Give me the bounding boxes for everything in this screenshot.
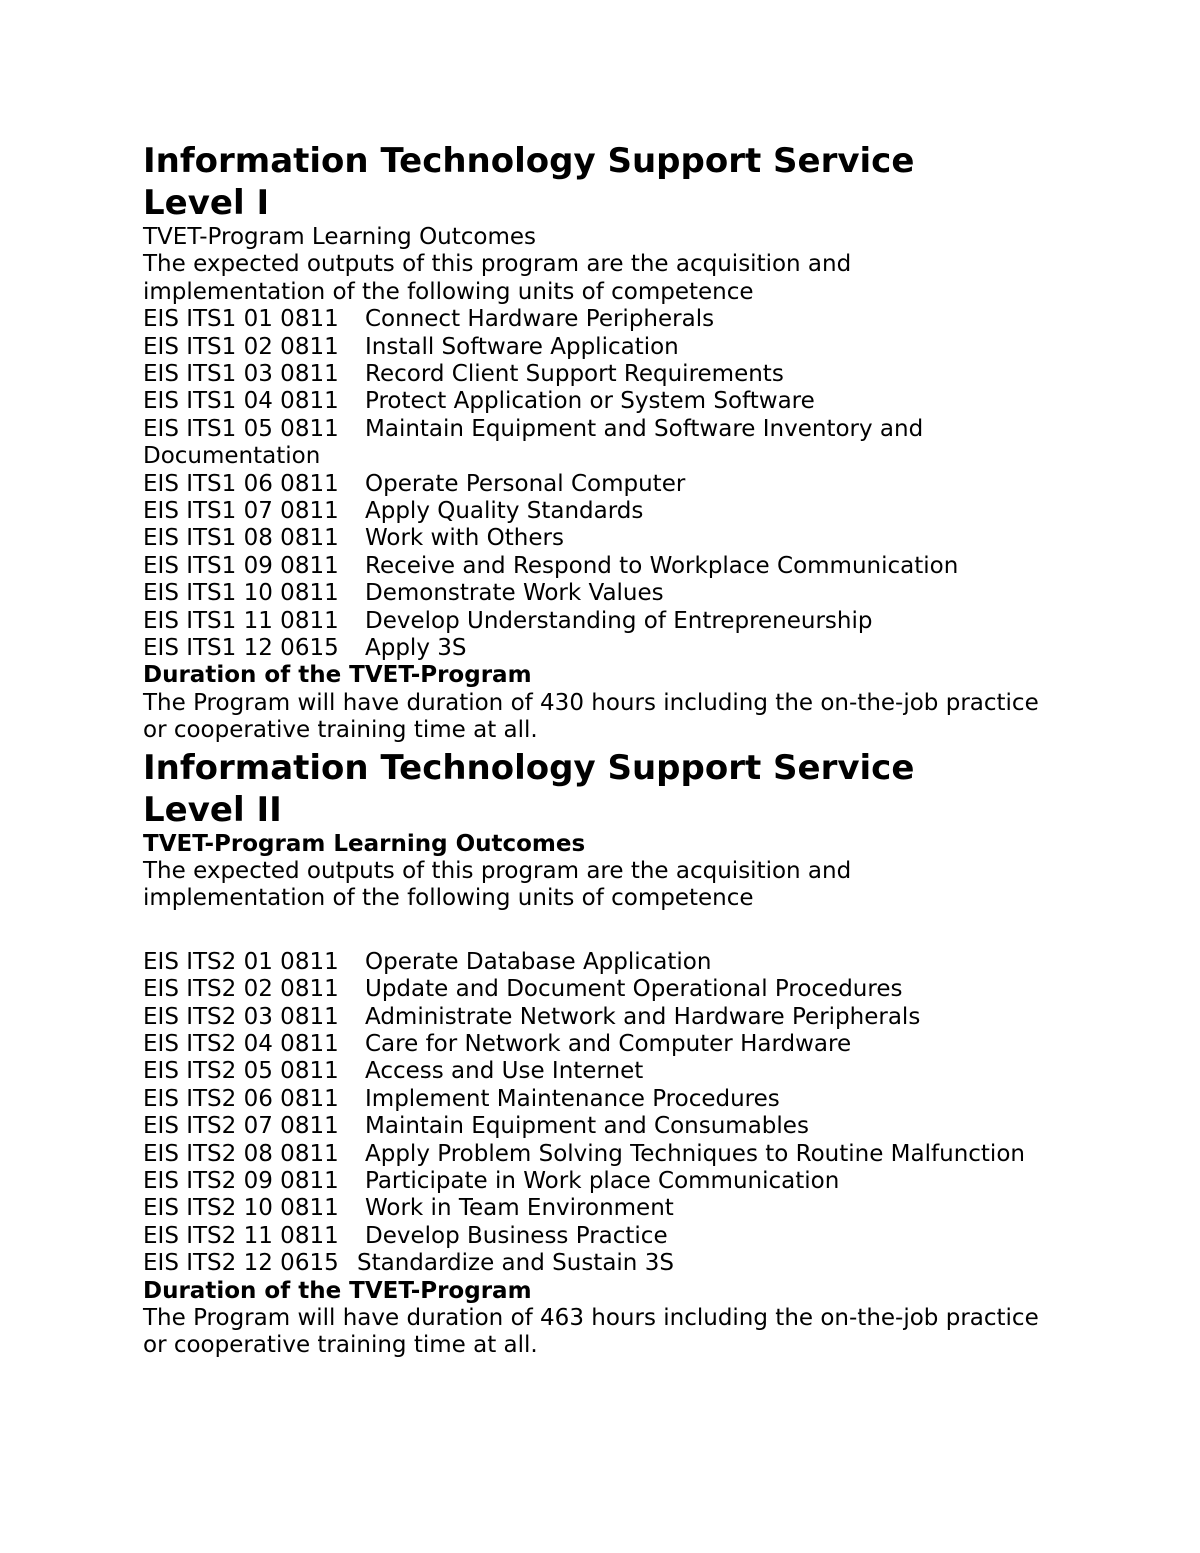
- unit-code: EIS ITS1 04 0811: [143, 388, 339, 415]
- level1-unit-row: [143, 416, 1143, 443]
- level1-outcomes-heading: TVET-Program Learning Outcomes: [143, 224, 537, 250]
- level1-intro-line2: implementation of the following units of competence: [143, 278, 754, 305]
- unit-code: EIS ITS2 01 0811: [143, 948, 339, 975]
- level2-title-line1: Information Technology Support Service: [143, 747, 915, 788]
- level1-duration-line1: The Program will have duration of 430 hours including the on-the-job practice: [143, 689, 1039, 716]
- unit-title: Apply Problem Solving Techniques to Routine Malfunction: [365, 1140, 1025, 1167]
- unit-title: Participate in Work place Communication: [365, 1168, 840, 1195]
- unit-title: Develop Understanding of Entrepreneurship: [365, 607, 873, 634]
- unit-code: EIS ITS2 06 0811: [143, 1085, 339, 1112]
- level2-unit-row: [143, 1223, 1143, 1250]
- unit-code: EIS ITS1 11 0811: [143, 607, 339, 634]
- unit-title: Operate Database Application: [365, 948, 712, 975]
- level1-title-line1: Information Technology Support Service: [143, 141, 915, 181]
- level1-duration-heading: Duration of the TVET-Program: [143, 662, 532, 689]
- unit-code: EIS ITS1 06 0811: [143, 470, 339, 497]
- unit-title: Apply Quality Standards: [365, 498, 644, 524]
- level2-title-line2: Level II: [143, 789, 282, 830]
- unit-code: EIS ITS1 02 0811: [143, 333, 339, 360]
- level1-unit-row: [143, 498, 1143, 525]
- unit-title: Apply 3S: [365, 635, 467, 662]
- level2-duration-line1: The Program will have duration of 463 hours including the on-the-job practice: [143, 1305, 1039, 1332]
- level2-duration-line2: or cooperative training time at all.: [143, 1332, 538, 1359]
- unit-title-continuation: Documentation: [143, 443, 321, 470]
- level2-unit-row: [143, 1031, 1143, 1058]
- level1-unit-list: [143, 306, 1143, 662]
- unit-code: EIS ITS2 07 0811: [143, 1113, 339, 1140]
- level2-section: [143, 747, 1143, 1360]
- unit-title: Maintain Equipment and Software Inventory and: [365, 415, 924, 442]
- unit-code: EIS ITS1 08 0811: [143, 525, 339, 552]
- unit-title: Administrate Network and Hardware Peripherals: [365, 1003, 921, 1030]
- unit-code: EIS ITS2 05 0811: [143, 1058, 339, 1085]
- unit-title: Implement Maintenance Procedures: [365, 1085, 780, 1112]
- level2-unit-row: [143, 1168, 1143, 1195]
- level2-duration-heading: Duration of the TVET-Program: [143, 1277, 532, 1304]
- level2-unit-row: [143, 1250, 1143, 1277]
- level2-intro-line2: implementation of the following units of competence: [143, 885, 754, 912]
- level2-unit-row: [143, 949, 1143, 976]
- unit-title: Receive and Respond to Workplace Communication: [365, 552, 959, 579]
- level2-intro-line1: The expected outputs of this program are the acquisition and: [143, 858, 852, 884]
- level2-unit-row: [143, 1113, 1143, 1140]
- level2-unit-row: [143, 1004, 1143, 1031]
- level1-section: [143, 140, 1143, 745]
- unit-code: EIS ITS2 10 0811: [143, 1195, 339, 1222]
- unit-code: EIS ITS1 03 0811: [143, 360, 339, 387]
- level1-unit-row: [143, 608, 1143, 635]
- level2-unit-row: [143, 1058, 1143, 1085]
- level1-unit-row: [143, 306, 1143, 333]
- unit-code: EIS ITS1 12 0615: [143, 635, 339, 662]
- blank-line: [143, 913, 1143, 949]
- level1-unit-row: [143, 580, 1143, 607]
- unit-title: Work in Team Environment: [365, 1195, 674, 1222]
- level1-duration-line2: or cooperative training time at all.: [143, 717, 538, 744]
- level2-unit-row: [143, 1141, 1143, 1168]
- level1-unit-row: [143, 334, 1143, 361]
- unit-code: EIS ITS1 07 0811: [143, 498, 339, 524]
- level1-unit-row: [143, 635, 1143, 662]
- unit-title: Record Client Support Requirements: [365, 360, 784, 387]
- unit-title: Protect Application or System Software: [365, 388, 815, 415]
- unit-code: EIS ITS1 05 0811: [143, 415, 339, 442]
- unit-title: Install Software Application: [365, 333, 679, 360]
- level2-unit-row: [143, 1195, 1143, 1222]
- unit-code: EIS ITS1 01 0811: [143, 306, 339, 333]
- unit-title: Operate Personal Computer: [365, 470, 686, 497]
- level1-intro-line1: The expected outputs of this program are the acquisition and: [143, 251, 852, 278]
- unit-code: EIS ITS2 02 0811: [143, 976, 339, 1003]
- level2-unit-list: [143, 949, 1143, 1278]
- unit-code: EIS ITS2 12 0615: [143, 1250, 339, 1277]
- unit-code: EIS ITS2 08 0811: [143, 1140, 339, 1167]
- level2-unit-row: [143, 976, 1143, 1003]
- unit-code: EIS ITS1 10 0811: [143, 580, 339, 607]
- unit-title: Develop Business Practice: [365, 1222, 668, 1249]
- unit-title: Maintain Equipment and Consumables: [365, 1113, 809, 1140]
- unit-title: Access and Use Internet: [365, 1058, 644, 1085]
- level2-outcomes-heading: TVET-Program Learning Outcomes: [143, 830, 586, 857]
- unit-title: Standardize and Sustain 3S: [357, 1250, 674, 1277]
- level2-unit-row: [143, 1086, 1143, 1113]
- level1-unit-row: [143, 553, 1143, 580]
- level1-title-line2: Level I: [143, 183, 270, 223]
- level1-unit-row: [143, 361, 1143, 388]
- unit-title: Work with Others: [365, 525, 564, 552]
- unit-title: Connect Hardware Peripherals: [365, 306, 715, 333]
- unit-title: Demonstrate Work Values: [365, 580, 664, 607]
- unit-code: EIS ITS2 04 0811: [143, 1031, 339, 1057]
- document-page: [143, 140, 1143, 1360]
- level1-unit-row: [143, 525, 1143, 552]
- unit-code: EIS ITS1 09 0811: [143, 552, 339, 579]
- unit-code: EIS ITS2 03 0811: [143, 1003, 339, 1030]
- unit-title: Care for Network and Computer Hardware: [365, 1031, 852, 1057]
- level1-unit-row: [143, 471, 1143, 498]
- unit-code: EIS ITS2 09 0811: [143, 1168, 339, 1195]
- unit-title: Update and Document Operational Procedures: [365, 976, 903, 1003]
- level1-unit-row: [143, 388, 1143, 415]
- unit-code: EIS ITS2 11 0811: [143, 1222, 339, 1249]
